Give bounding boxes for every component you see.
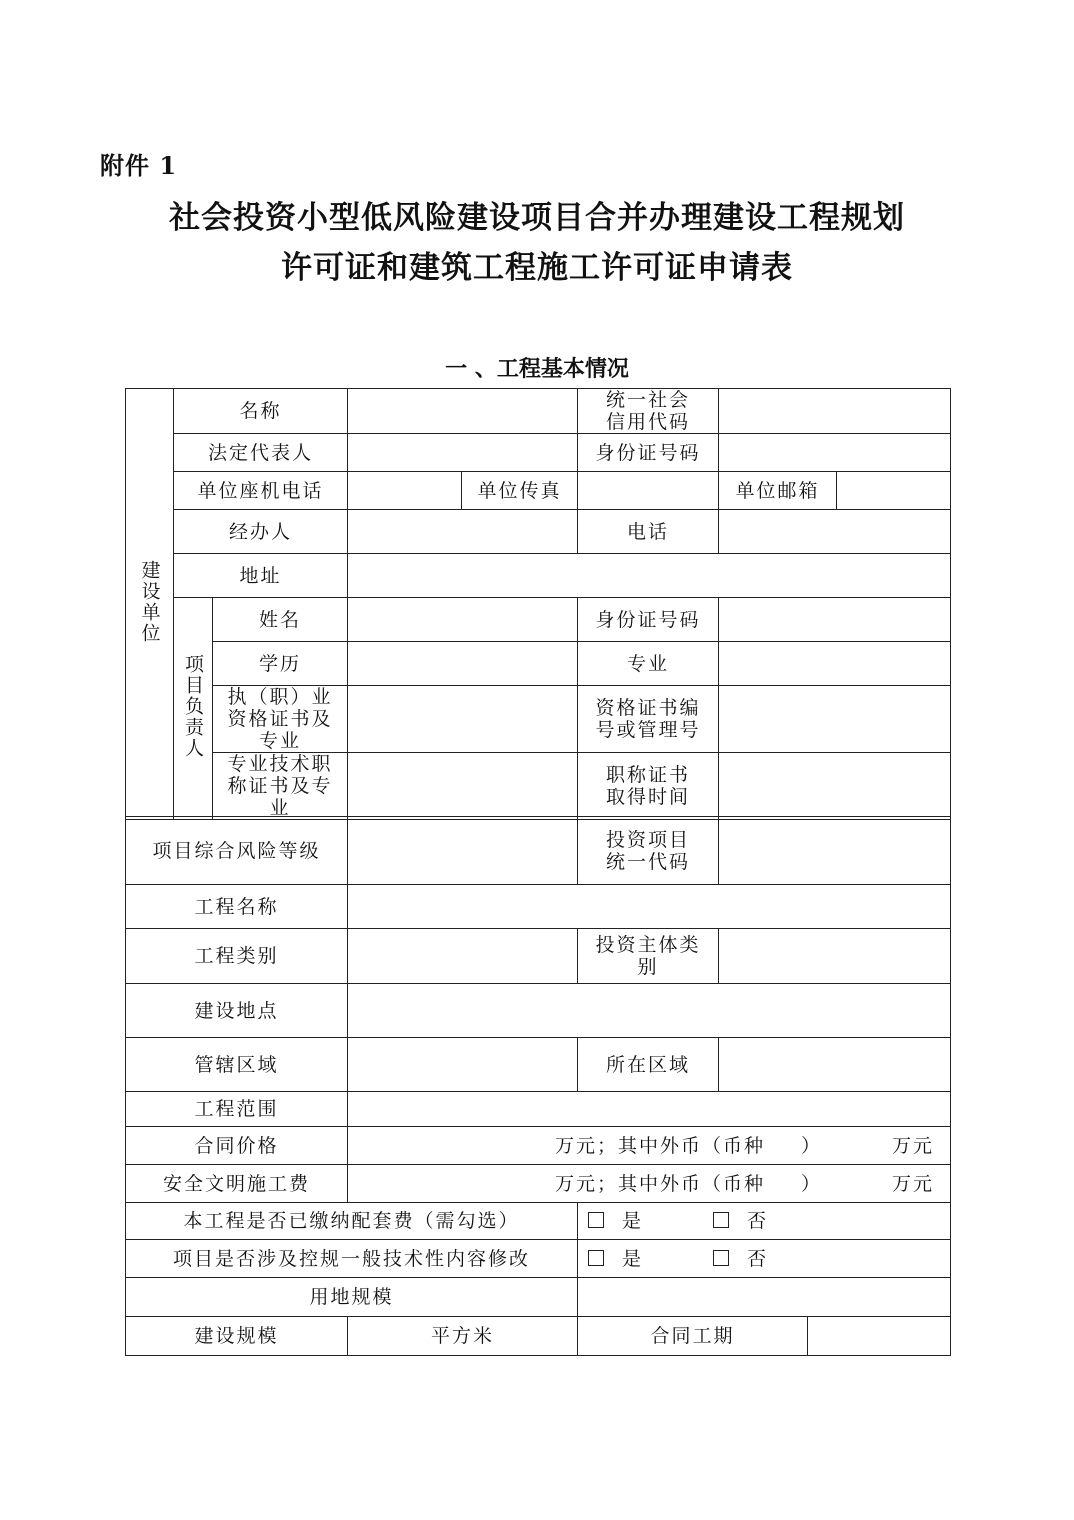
landline-field[interactable] <box>348 472 462 510</box>
risk-level-label: 项目综合风险等级 <box>126 817 348 885</box>
jurisdiction-label: 管辖区域 <box>126 1038 348 1092</box>
investor-type-field[interactable] <box>719 929 951 984</box>
risk-level-field[interactable] <box>348 817 578 885</box>
regulation-change-choice: 是 否 <box>578 1240 951 1278</box>
title-time-field[interactable] <box>719 753 951 820</box>
leader-id-field[interactable] <box>719 598 951 642</box>
leader-name-field[interactable] <box>348 598 578 642</box>
fax-label: 单位传真 <box>462 472 578 510</box>
leader-name-label: 姓名 <box>213 598 348 642</box>
regulation-change-label: 项目是否涉及控规一般技术性内容修改 <box>126 1240 578 1278</box>
major-label: 专业 <box>578 642 719 686</box>
contract-period-field[interactable] <box>808 1317 951 1356</box>
project-type-label: 工程类别 <box>126 929 348 984</box>
address-label: 地址 <box>174 554 348 598</box>
leader-group-label: 项目负责人 <box>174 598 213 820</box>
credit-code-label: 统一社会信用代码 <box>578 389 719 434</box>
contract-price-field[interactable]: 万元；其中外币（币种 ） 万元 <box>348 1127 951 1165</box>
fee-paid-choice: 是 否 <box>578 1203 951 1240</box>
invest-code-field[interactable] <box>719 817 951 885</box>
regulation-yes-checkbox[interactable] <box>588 1250 604 1266</box>
cert-no-field[interactable] <box>719 686 951 753</box>
location-label: 建设地点 <box>126 984 348 1038</box>
fee-paid-no-checkbox[interactable] <box>713 1212 729 1228</box>
project-info-table <box>125 816 951 1356</box>
land-scale-label: 用地规模 <box>126 1278 578 1317</box>
education-label: 学历 <box>213 642 348 686</box>
landline-label: 单位座机电话 <box>174 472 348 510</box>
handler-phone-label: 电话 <box>578 510 719 554</box>
fax-field[interactable] <box>578 472 719 510</box>
title-cert-field[interactable] <box>348 753 578 820</box>
application-form-table <box>125 388 951 820</box>
attachment-label: 附件 1 <box>100 151 178 180</box>
major-field[interactable] <box>719 642 951 686</box>
fee-paid-label: 本工程是否已缴纳配套费（需勾选） <box>126 1203 578 1240</box>
address-field[interactable] <box>348 554 951 598</box>
legal-rep-id-field[interactable] <box>719 434 951 472</box>
invest-code-label: 投资项目统一代码 <box>578 817 719 885</box>
project-type-field[interactable] <box>348 929 578 984</box>
credit-code-field[interactable] <box>719 389 951 434</box>
safety-fee-label: 安全文明施工费 <box>126 1165 348 1203</box>
scope-label: 工程范围 <box>126 1092 348 1127</box>
form-title-line2: 许可证和建筑工程施工许可证申请表 <box>281 250 793 286</box>
build-scale-unit[interactable]: 平方米 <box>348 1317 578 1356</box>
section-heading: 一 、工程基本情况 <box>445 357 629 382</box>
handler-field[interactable] <box>348 510 578 554</box>
leader-id-label: 身份证号码 <box>578 598 719 642</box>
cert-no-label: 资格证书编号或管理号 <box>578 686 719 753</box>
location-field[interactable] <box>348 984 951 1038</box>
jurisdiction-field[interactable] <box>348 1038 578 1092</box>
build-scale-label: 建设规模 <box>126 1317 348 1356</box>
fee-paid-yes-checkbox[interactable] <box>588 1212 604 1228</box>
area-field[interactable] <box>719 1038 951 1092</box>
handler-label: 经办人 <box>174 510 348 554</box>
handler-phone-field[interactable] <box>719 510 951 554</box>
title-cert-label: 专业技术职称证书及专业 <box>213 753 348 820</box>
contract-period-label: 合同工期 <box>578 1317 808 1356</box>
legal-rep-field[interactable] <box>348 434 578 472</box>
title-time-label: 职称证书取得时间 <box>578 753 719 820</box>
practice-cert-label: 执（职）业资格证书及专业 <box>213 686 348 753</box>
regulation-no-checkbox[interactable] <box>713 1250 729 1266</box>
legal-rep-id-label: 身份证号码 <box>578 434 719 472</box>
unit-name-field[interactable] <box>348 389 578 434</box>
form-title-line1: 社会投资小型低风险建设项目合并办理建设工程规划 <box>169 200 905 236</box>
unit-name-label: 名称 <box>174 389 348 434</box>
email-field[interactable] <box>837 472 951 510</box>
area-label: 所在区域 <box>578 1038 719 1092</box>
project-name-label: 工程名称 <box>126 885 348 929</box>
scope-field[interactable] <box>348 1092 951 1127</box>
practice-cert-field[interactable] <box>348 686 578 753</box>
legal-rep-label: 法定代表人 <box>174 434 348 472</box>
education-field[interactable] <box>348 642 578 686</box>
email-label: 单位邮箱 <box>719 472 837 510</box>
land-scale-field[interactable] <box>578 1278 951 1317</box>
contract-price-label: 合同价格 <box>126 1127 348 1165</box>
investor-type-label: 投资主体类别 <box>578 929 719 984</box>
project-name-field[interactable] <box>348 885 951 929</box>
safety-fee-field[interactable]: 万元；其中外币（币种 ） 万元 <box>348 1165 951 1203</box>
unit-group-label: 建设单位 <box>126 389 174 820</box>
